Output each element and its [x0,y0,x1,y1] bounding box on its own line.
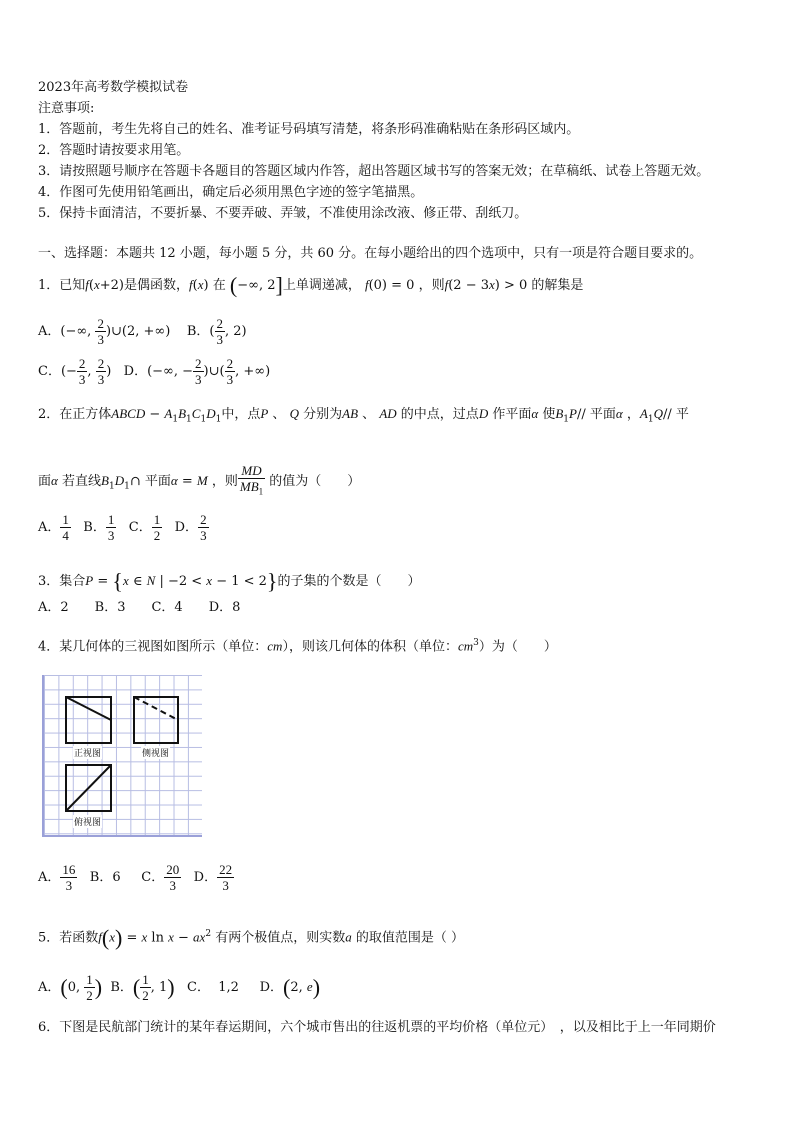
notice-item: 3．请按照题号顺序在答题卡各题目的答题区域内作答，超出答题区域书写的答案无效；在草稿纸、试卷上答题无效。 [38,164,710,179]
question-5: 5．若函数f(x) = x $\ln x - ax^2$ 有两个极值点，则实数a 的取值范围是（ ） [38,924,464,950]
question-2-line1: 2．在正方体ABCD − $A_1B_1C_1D_1$中，点P 、 Q 分别为AB 、 AD 的中点，过点D 作平面α 使$B_1P//$ 平面α ，$A_1Q//$ 平 [38,406,689,425]
question-6: 6．下图是民航部门统计的某年春运期间，六个城市售出的往返机票的平均价格（单位元） ，以及相比于上一年同期价 [38,1020,716,1035]
notice-item: 4．作图可先使用铅笔画出，确定后必须用黑色字迹的签字笔描黑。 [38,185,424,200]
section-heading: 一、选择题：本题共 12 小题，每小题 5 分，共 60 分。在每小题给出的四个选项中，只有一项是符合题目要求的。 [38,246,703,261]
three-view-drawing [42,675,202,837]
exam-title: 2023年高考数学模拟试卷 [38,80,189,95]
top-view-label: 俯视图 [73,815,102,828]
notice-item: 1．答题前，考生先将自己的姓名、准考证号码填写清楚，将条形码准确粘贴在条形码区域内。 [38,122,580,137]
question-3: 3．集合P = {x ∈ N | −2 < x − 1 < 2}的子集的个数是（ ） [38,568,421,594]
notice-item: 5．保持卡面清洁，不要折暴、不要弄破、弄皱，不准使用涂改液、修正带、刮纸刀。 [38,206,528,221]
question-4-options: A． $\frac{16}{3}$ B．6 C． $\frac{20}{3}$ D． $\frac{22}{3}$ [38,862,233,893]
question-2-options: A． $\frac{1}{4}$ B． $\frac{1}{3}$ C． $\frac{1}{2}$ D． $\frac{2}{3}$ [38,512,207,543]
notice-heading: 注意事项: [38,101,95,116]
question-1-options-row1: A．(−∞, $\frac{2}{3}$ )∪(2, +∞) B．( $\frac{2}{3}$ , 2) [38,316,247,347]
question-1-options-row2: C．(− $\frac{2}{3}$ , $\frac{2}{3}$ ) D．(−∞, − $\frac{2}{3}$ )∪( $\frac{2}{3}$ , +∞) [38,356,271,387]
question-5-options: A．(0, $\frac{1}{2}$ ) B．( $\frac{1}{2}$ , 1) C． 1,2 D．(2, e) [38,972,321,1003]
front-view-label: 正视图 [73,746,102,759]
question-1: 1．已知f(x+2)是偶函数，f(x) 在 (−∞, 2]上单调递减， f(0) = 0 ，则f(2 − 3x) > 0 的解集是 [38,272,584,298]
notice-item: 2．答题时请按要求用笔。 [38,143,190,158]
question-2-line2: 面α 若直线$B_1D_1\cap$ 平面α = M ，则 $\frac{MD}{MB_1}$ 的值为（ ） [38,463,361,497]
question-4: 4．某几何体的三视图如图所示（单位：cm），则该几何体的体积（单位：$cm^3$）为（ ） [38,638,557,655]
side-view-label: 侧视图 [141,746,170,759]
question-3-options: A．2 B．3 C．4 D．8 [38,600,241,615]
